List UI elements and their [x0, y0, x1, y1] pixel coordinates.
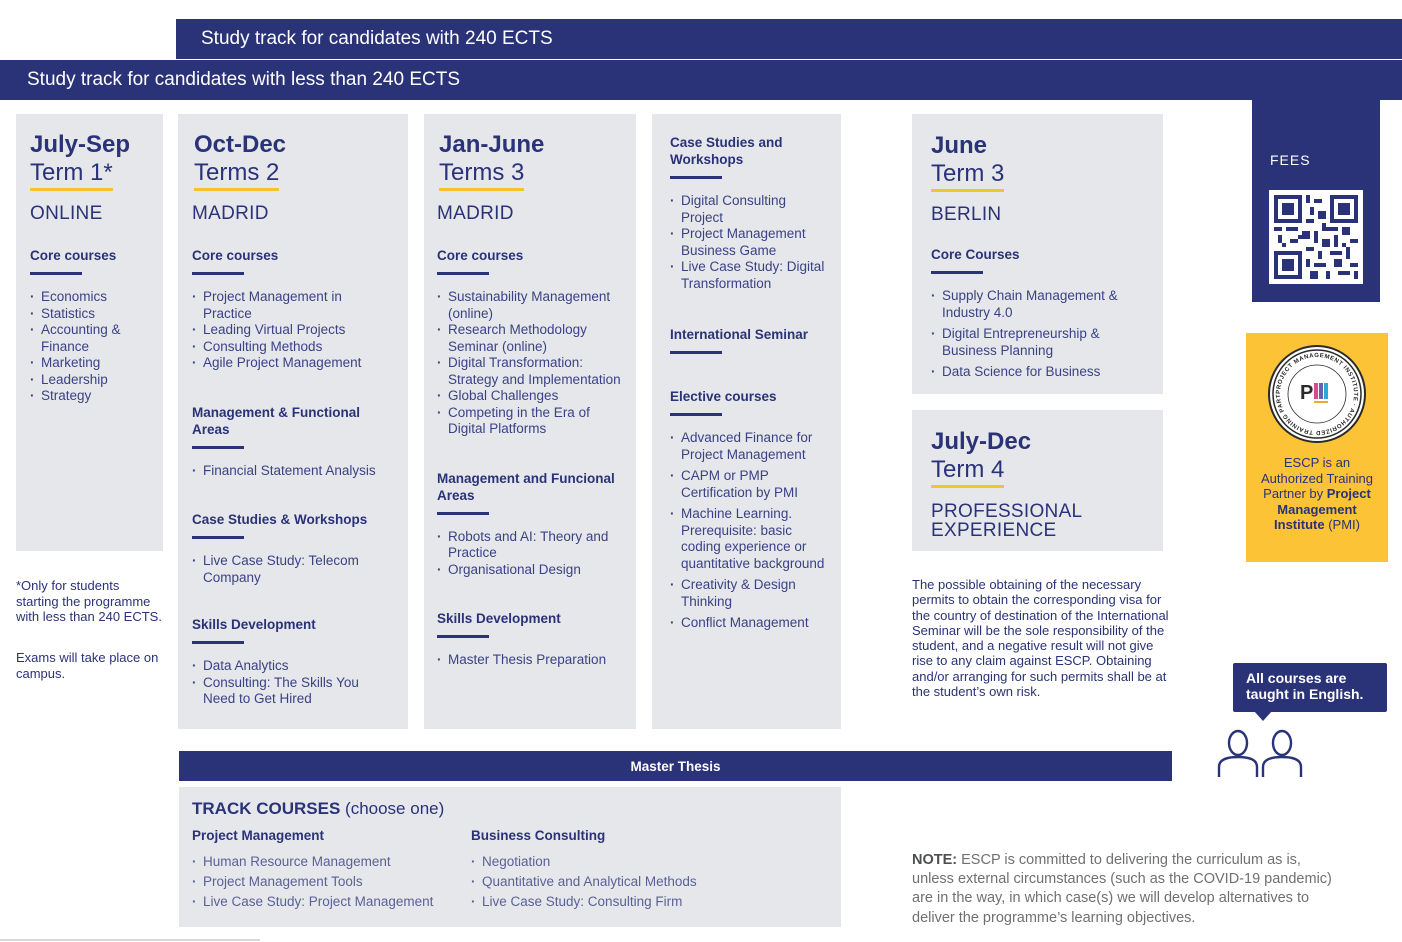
list-item: · Sustainability Management (online): [437, 289, 623, 322]
list-item: · Research Methodology Seminar (online): [437, 322, 623, 355]
term3-when: Jan-June: [439, 131, 545, 158]
divider: [192, 641, 244, 644]
list-item: · Economics: [30, 289, 149, 306]
list-item: · Quantitative and Analytical Methods: [471, 872, 697, 892]
fees-box[interactable]: [1252, 100, 1380, 302]
divider: [437, 635, 489, 638]
term3-card: [424, 114, 636, 729]
permits-disclaimer: The possible obtaining of the necessary permits to obtain the corresponding visa for the country of destination of the International Seminar will be the sole responsibility of the student, and a negative result will not give rise to any claim against ESCP. Obtaining and/or arranging for such permits shall be at the student’s own risk.: [912, 577, 1169, 700]
term2-core-head: Core courses: [192, 248, 279, 263]
term3-berlin-city: BERLIN: [931, 204, 1002, 225]
track-title-bold: TRACK COURSES: [192, 799, 341, 818]
fees-label: FEES: [1270, 152, 1311, 168]
term1-name: Term 1*: [30, 159, 113, 191]
covid-note: [912, 851, 1342, 928]
term2-skills-head: Skills Development: [192, 617, 316, 632]
term3-extra-card: [652, 114, 841, 729]
term3-berlin-when: June: [931, 132, 988, 159]
term3-mgmt-list: [437, 529, 623, 579]
list-item: · Live Case Study: Telecom Company: [192, 553, 394, 586]
list-item: · Live Case Study: Project Management: [192, 892, 433, 912]
term3-skills-list: [437, 652, 623, 669]
term2-mgmt-head: Management & Functional Areas: [192, 404, 361, 437]
term1-core-list: [30, 289, 149, 405]
term2-name: Terms 2: [194, 159, 279, 191]
list-item: · Machine Learning. Prerequisite: basic coding experience or quantitative background: [670, 506, 829, 572]
list-item: · Accounting & Finance: [30, 322, 149, 355]
term4-card: [912, 410, 1163, 551]
qr-code-icon[interactable]: [1269, 190, 1363, 284]
list-item: · Supply Chain Management & Industry 4.0: [931, 288, 1144, 321]
pmi-seal-icon: [1268, 345, 1366, 443]
list-item: · Consulting Methods: [192, 339, 394, 356]
bubble-tail: [1254, 711, 1272, 721]
list-item: · Agile Project Management: [192, 355, 394, 372]
divider: [437, 272, 489, 275]
footnote-exams: Exams will take place on campus.: [16, 650, 159, 681]
master-thesis-bar: Master Thesis: [179, 751, 1172, 781]
list-item: · Project Management in Practice: [192, 289, 394, 322]
track-bc-list: [471, 852, 697, 912]
term4-when: July-Dec: [931, 428, 1032, 455]
term2-case-list: [192, 553, 394, 586]
list-item: · Project Management Tools: [192, 872, 433, 892]
international-seminar-head: International Seminar: [670, 327, 809, 342]
list-item: · Digital Entrepreneurship & Business Planning: [931, 326, 1144, 359]
divider: [192, 536, 244, 539]
list-item: · Strategy: [30, 388, 149, 405]
list-item: · Global Challenges: [437, 388, 623, 405]
list-item: · Negotiation: [471, 852, 697, 872]
term3-berlin-card: [912, 114, 1163, 394]
track-pm-head: Project Management: [192, 828, 325, 843]
term1-city: ONLINE: [30, 203, 103, 224]
divider: [931, 271, 983, 274]
list-item: · Creativity & Design Thinking: [670, 577, 829, 610]
list-item: · Financial Statement Analysis: [192, 463, 394, 480]
divider: [192, 272, 244, 275]
list-item: · Data Analytics: [192, 658, 394, 675]
term3-skills-head: Skills Development: [437, 611, 561, 626]
term2-card: [178, 114, 408, 729]
term3-mgmt-head: Management and Funcional Areas: [437, 470, 615, 503]
track-pm-column: [192, 827, 433, 912]
list-item: · Marketing: [30, 355, 149, 372]
divider: [0, 939, 260, 941]
track-title: [192, 799, 828, 819]
list-item: · CAPM or PMP Certification by PMI: [670, 468, 829, 501]
track-bc-column: [471, 827, 697, 912]
list-item: · Robots and AI: Theory and Practice: [437, 529, 623, 562]
pmi-description: [1254, 455, 1380, 533]
people-icon: [1216, 728, 1306, 785]
term3-city: MADRID: [437, 203, 514, 224]
list-item: · Project Management Business Game: [670, 226, 829, 259]
case-studies-list: [670, 193, 829, 292]
pmi-text-1: ESCP is an Authorized Training Partner by: [1260, 455, 1373, 501]
track-pm-list: [192, 852, 433, 912]
list-item: · Competing in the Era of Digital Platforms: [437, 405, 623, 438]
track-240-banner: [176, 19, 1402, 59]
list-item: · Digital Consulting Project: [670, 193, 829, 226]
divider: [192, 446, 244, 449]
list-item: · Leadership: [30, 372, 149, 389]
case-studies-head: Case Studies and Workshops: [670, 135, 783, 167]
list-item: · Advanced Finance for Project Management: [670, 430, 829, 463]
term3-name: Terms 3: [439, 159, 524, 191]
term1-core-head: Core courses: [30, 248, 117, 263]
divider: [437, 512, 489, 515]
list-item: · Consulting: The Skills You Need to Get Hired: [192, 675, 394, 708]
track-courses-card: [179, 787, 841, 927]
term2-city: MADRID: [192, 203, 269, 224]
track-less-label: Study track for candidates with less than 240 ECTS: [27, 69, 460, 90]
note-body: ESCP is committed to delivering the curriculum as is, unless external circumstances (such as the COVID-19 pandemic) are in the way, in which case(s) we will develop alternatives to deliver the programme’s learning objectives.: [912, 852, 1332, 926]
term3-core-head: Core courses: [437, 248, 524, 263]
pmi-partner-box: [1246, 333, 1388, 562]
term2-mgmt-list: [192, 463, 394, 480]
footnote-only: *Only for students starting the programme with less than 240 ECTS.: [16, 578, 162, 624]
term4-name: Term 4: [931, 456, 1004, 488]
term3-berlin-core-head: Core Courses: [931, 247, 1020, 262]
pmi-seal-text: PROJECT MANAGEMENT INSTITUTE · AUTHORIZED TRAINING PART: [1275, 352, 1359, 436]
track-bc-head: Business Consulting: [471, 828, 606, 843]
list-item: · Live Case Study: Consulting Firm: [471, 892, 697, 912]
svg-text:P: P: [1300, 382, 1314, 404]
term3-berlin-core-list: [931, 288, 1144, 381]
divider: [30, 272, 82, 275]
track-240-label: Study track for candidates with 240 ECTS: [201, 28, 553, 49]
term2-case-head: Case Studies & Workshops: [192, 512, 368, 527]
divider: [670, 176, 722, 179]
divider: [670, 413, 722, 416]
divider: [670, 351, 722, 354]
list-item: · Leading Virtual Projects: [192, 322, 394, 339]
english-bubble: All courses are taught in English.: [1233, 663, 1387, 712]
list-item: · Data Science for Business: [931, 364, 1144, 381]
term1-card: [16, 114, 163, 551]
list-item: · Live Case Study: Digital Transformation: [670, 259, 829, 292]
term3-core-list: [437, 289, 623, 438]
track-less-banner: [0, 60, 1402, 100]
term2-skills-list: [192, 658, 394, 708]
list-item: · Digital Transformation: Strategy and Implementation: [437, 355, 623, 388]
term4-city: PROFESSIONAL EXPERIENCE: [931, 501, 1082, 541]
term1-when: July-Sep: [30, 131, 131, 158]
elective-list: [670, 430, 829, 632]
term2-core-list: [192, 289, 394, 372]
pmi-text-bold: Project Management Institute: [1274, 486, 1371, 532]
term2-when: Oct-Dec: [194, 131, 287, 158]
track-title-rest: (choose one): [345, 799, 445, 818]
list-item: · Organisational Design: [437, 562, 623, 579]
pmi-text-2: (PMI): [1324, 517, 1360, 532]
list-item: · Conflict Management: [670, 615, 829, 632]
list-item: · Human Resource Management: [192, 852, 433, 872]
list-item: · Master Thesis Preparation: [437, 652, 623, 669]
elective-head: Elective courses: [670, 389, 777, 404]
term3-berlin-name: Term 3: [931, 160, 1004, 192]
note-label: NOTE:: [912, 852, 958, 868]
list-item: · Statistics: [30, 306, 149, 323]
